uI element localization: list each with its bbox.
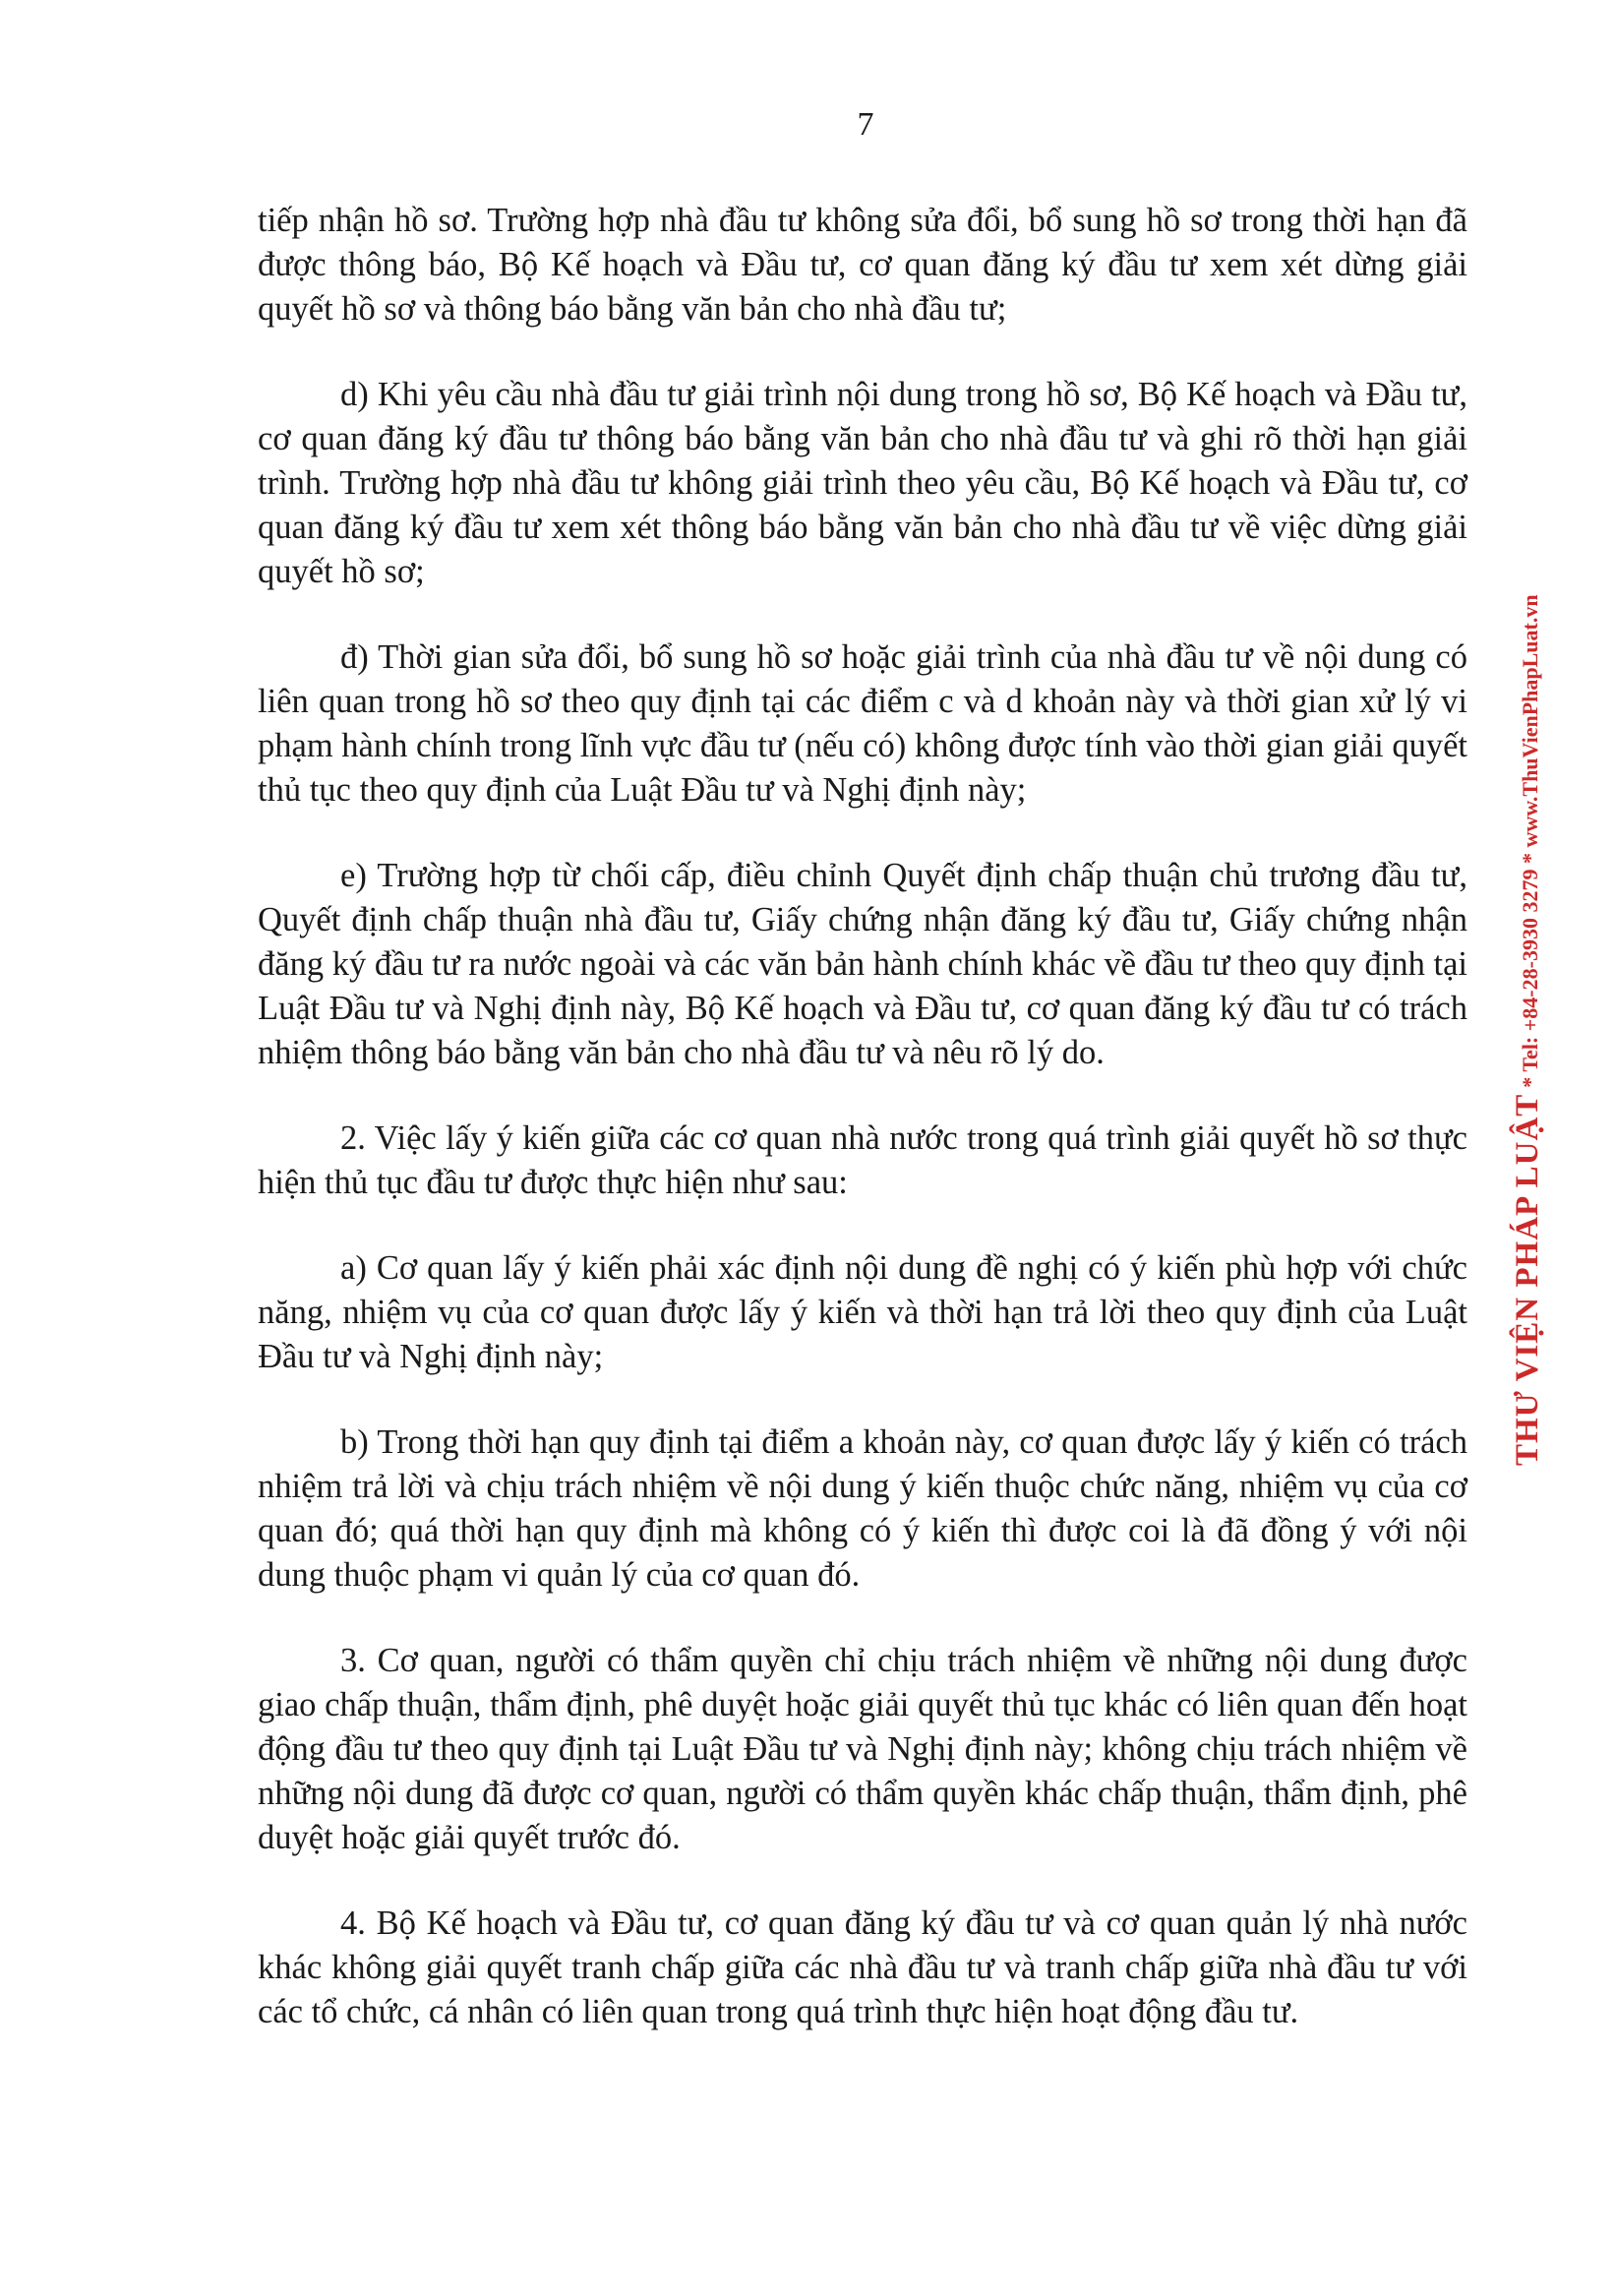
- paragraph-clause-4: 4. Bộ Kế hoạch và Đầu tư, cơ quan đăng ký đầu tư và cơ quan quản lý nhà nước khác không giải quyết tranh chấp giữa các nhà đầu tư và tranh chấp giữa nhà đầu tư với các tổ chức, cá nhân có liên quan trong quá trình thực hiện hoạt động đầu tư.: [258, 1904, 1467, 2030]
- paragraph-clause-3: 3. Cơ quan, người có thẩm quyền chỉ chịu trách nhiệm về những nội dung được giao chấp thuận, thẩm định, phê duyệt hoặc giải quyết thủ tục khác có liên quan đến hoạt động đầu tư theo quy định tại Luật Đầu tư và Nghị định này; không chịu trách nhiệm về những nội dung đã được cơ quan, người có thẩm quyền khác chấp thuận, thẩm định, phê duyệt hoặc giải quyết trước đó.: [258, 1642, 1467, 1856]
- paragraph-clause-2-point-b: b) Trong thời hạn quy định tại điểm a khoản này, cơ quan được lấy ý kiến có trách nhiệm trả lời và chịu trách nhiệm về nội dung ý kiến thuộc chức năng, nhiệm vụ của cơ quan đó; quá thời hạn quy định mà không có ý kiến thì được coi là đã đồng ý với nội dung thuộc phạm vi quản lý của cơ quan đó.: [258, 1423, 1467, 1594]
- page-number: 7: [857, 106, 874, 143]
- paragraph-continuation: tiếp nhận hồ sơ. Trường hợp nhà đầu tư không sửa đổi, bổ sung hồ sơ trong thời hạn đã được thông báo, Bộ Kế hoạch và Đầu tư, cơ quan đăng ký đầu tư xem xét dừng giải quyết hồ sơ và thông báo bằng văn bản cho nhà đầu tư;: [258, 202, 1467, 328]
- watermark-contact: * Tel: +84-28-3930 3279 * www.ThuVienPhapLuat.vn: [1518, 594, 1542, 1088]
- paragraph-point-d: d) Khi yêu cầu nhà đầu tư giải trình nội dung trong hồ sơ, Bộ Kế hoạch và Đầu tư, cơ quan đăng ký đầu tư thông báo bằng văn bản cho nhà đầu tư và ghi rõ thời hạn giải trình. Trường hợp nhà đầu tư không giải trình theo yêu cầu, Bộ Kế hoạch và Đầu tư, cơ quan đăng ký đầu tư xem xét thông báo bằng văn bản cho nhà đầu tư về việc dừng giải quyết hồ sơ;: [258, 376, 1467, 590]
- paragraph-clause-2: 2. Việc lấy ý kiến giữa các cơ quan nhà nước trong quá trình giải quyết hồ sơ thực hiện thủ tục đầu tư được thực hiện như sau:: [258, 1119, 1467, 1201]
- paragraph-clause-2-point-a: a) Cơ quan lấy ý kiến phải xác định nội dung đề nghị có ý kiến phù hợp với chức năng, nhiệm vụ của cơ quan được lấy ý kiến và thời hạn trả lời theo quy định của Luật Đầu tư và Nghị định này;: [258, 1249, 1467, 1375]
- paragraph-point-e: e) Trường hợp từ chối cấp, điều chỉnh Quyết định chấp thuận chủ trương đầu tư, Quyết định chấp thuận nhà đầu tư, Giấy chứng nhận đăng ký đầu tư, Giấy chứng nhận đăng ký đầu tư ra nước ngoài và các văn bản hành chính khác về đầu tư theo quy định tại Luật Đầu tư và Nghị định này, Bộ Kế hoạch và Đầu tư, cơ quan đăng ký đầu tư có trách nhiệm thông báo bằng văn bản cho nhà đầu tư và nêu rõ lý do.: [258, 857, 1467, 1071]
- side-watermark: [1510, 594, 1546, 1466]
- watermark-name: THƯ VIỆN PHÁP LUẬT: [1510, 1093, 1545, 1466]
- document-body: [258, 199, 1467, 2076]
- paragraph-point-dd: đ) Thời gian sửa đổi, bổ sung hồ sơ hoặc giải trình của nhà đầu tư về nội dung có liên quan trong hồ sơ theo quy định tại các điểm c và d khoản này và thời gian xử lý vi phạm hành chính trong lĩnh vực đầu tư (nếu có) không được tính vào thời gian giải quyết thủ tục theo quy định của Luật Đầu tư và Nghị định này;: [258, 638, 1467, 809]
